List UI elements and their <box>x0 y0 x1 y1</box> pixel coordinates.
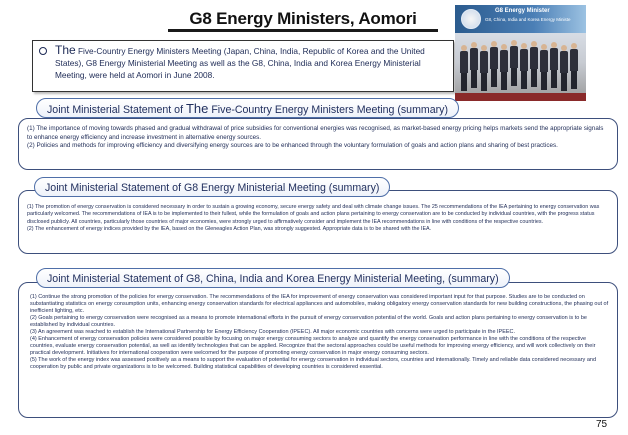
intro-text: Five-Country Energy Ministers Meeting (Japan, China, India, Republic of Korea and the United States), G8 Energy Ministerial Meeting as well as the G8, China, India and Korea Energy Ministerial Meeting, were held at Aomori in June 2008. <box>55 46 425 80</box>
section3-paragraph: (1) Continue the strong promotion of the policies for energy conservation. The recommendations of the IEA for improvement of energy conservation was considered important input for that purpose. Studies are to be conducted on substantiating statistics on energy consumption units, enhancing energy conservation standards for electrical appliances and automobiles, making obligatory energy conservation standards for new building constructions, the phasing out of inefficient lighting, etc. <box>30 294 609 315</box>
intro-box <box>32 40 454 92</box>
section3-paragraph: (3) An agreement was reached to establish the International Partnership for Energy Efficiency Cooperation (IPEEC). All major economic countries with concerns were urged to participate in the IPEEC. <box>30 329 516 336</box>
section3-paragraph: (4) Enhancement of energy conservation policies were considered possible by focusing on major energy consuming sectors to analyze and quantify the energy conservation performance in line with the conditions of the respective countries, evaluate energy conservation potential, as well as identify technologies that can be applied. Recognize that the sectoral approaches could be useful methods for improving energy efficiency, and will work collectively on their practical development. Initiatives for international cooperation were welcomed for the purpose of promoting energy conservation in major energy consuming sectors. <box>30 336 596 357</box>
group-photo <box>455 5 586 101</box>
person-figure <box>460 45 468 91</box>
person-figure <box>520 43 528 89</box>
section3-box <box>18 282 618 418</box>
person-figure <box>540 44 548 90</box>
title-area <box>168 4 438 38</box>
section1-heading-big: The <box>185 101 209 116</box>
person-figure <box>490 41 498 87</box>
section3-heading: Joint Ministerial Statement of G8, China, India and Korea Energy Ministerial Meeting, (summary) <box>36 268 510 288</box>
section1-paragraph: (1) The importance of moving towards phased and gradual withdrawal of price subsidies for conventional energies was recognised, as market-based energy pricing helps markets send the appropriate signals to enhance energy efficiency and increase investment in alternative energy sources. <box>27 125 604 141</box>
person-figure <box>510 40 518 86</box>
person-figure <box>570 43 578 89</box>
section1-paragraph: (2) Policies and methods for improving efficiency and diversifying energy sources are to be enhanced through the voluntary formulation of goals and action plans and sharing of best practices. <box>27 142 558 150</box>
section2-paragraph: (2) The enhancement of energy indices provided by the IEA, based on the Gleneagles Action Plan, was strongly suggested. Appropriate data is to be shared with the IEA. <box>27 226 432 233</box>
section2-box <box>18 190 618 254</box>
intro-big-word: The <box>55 43 76 57</box>
title-underline <box>168 29 438 32</box>
person-figure <box>470 42 478 88</box>
person-figure <box>550 42 558 88</box>
section1-heading-post: Five-Country Energy Ministers Meeting (summary) <box>208 104 448 116</box>
g8-logo-icon <box>461 9 481 29</box>
page-number: 75 <box>596 419 608 430</box>
photo-banner <box>455 5 586 33</box>
section1-heading-pre: Joint Ministerial Statement of <box>47 104 186 116</box>
circle-bullet-icon <box>39 47 47 55</box>
person-figure <box>560 45 568 91</box>
person-figure <box>500 44 508 90</box>
section2-paragraph: (1) The promotion of energy conservation is considered necessary in order to sustain a growing economy, secure energy safety and deal with climate change issues. The 25 recommendations of the IEA pertaining to energy conservation was particularly welcomed. The recommendations of IEA is to be implemented to their fullest, while the formulation of goals and action plans pertaining to energy conservation are to be conducted by individual countries, with the progress status disclosed publicly. All countries, particularly those countries of major economies, were strongly urged to affirmatively consider and implement the IEA recommendations in line with conditions of the respective countries. <box>27 204 600 225</box>
section3-paragraph: (2) Goals pertaining to energy conservation were recognised as a means to promote international efforts in the pursuit of energy conservation potential of the world. Goals and action plans pertaining to energy conservation is to be established by individual countries. <box>30 315 587 329</box>
section1-heading <box>36 98 459 118</box>
person-figure <box>480 45 488 91</box>
photo-floor <box>455 93 586 101</box>
section2-heading: Joint Ministerial Statement of G8 Energy Ministerial Meeting (summary) <box>34 177 390 197</box>
photo-banner-line1: G8 Energy Minister <box>495 8 550 14</box>
section3-paragraph: (5) The work of the energy index was assessed positively as a means to support the evaluation of potential for energy conservation in individual sectors, countries and internationally. Timely and reliable data considered necessary and cooperation by public and private organizations is to be welcomed. Building statistical capabilities of developing countries is considered essential. <box>30 357 597 371</box>
section1-box <box>18 118 618 170</box>
person-figure <box>530 41 538 87</box>
page-title: G8 Energy Ministers, Aomori <box>189 9 417 28</box>
photo-banner-line2: G8, China, India and Korea Energy Ministe <box>485 17 571 22</box>
